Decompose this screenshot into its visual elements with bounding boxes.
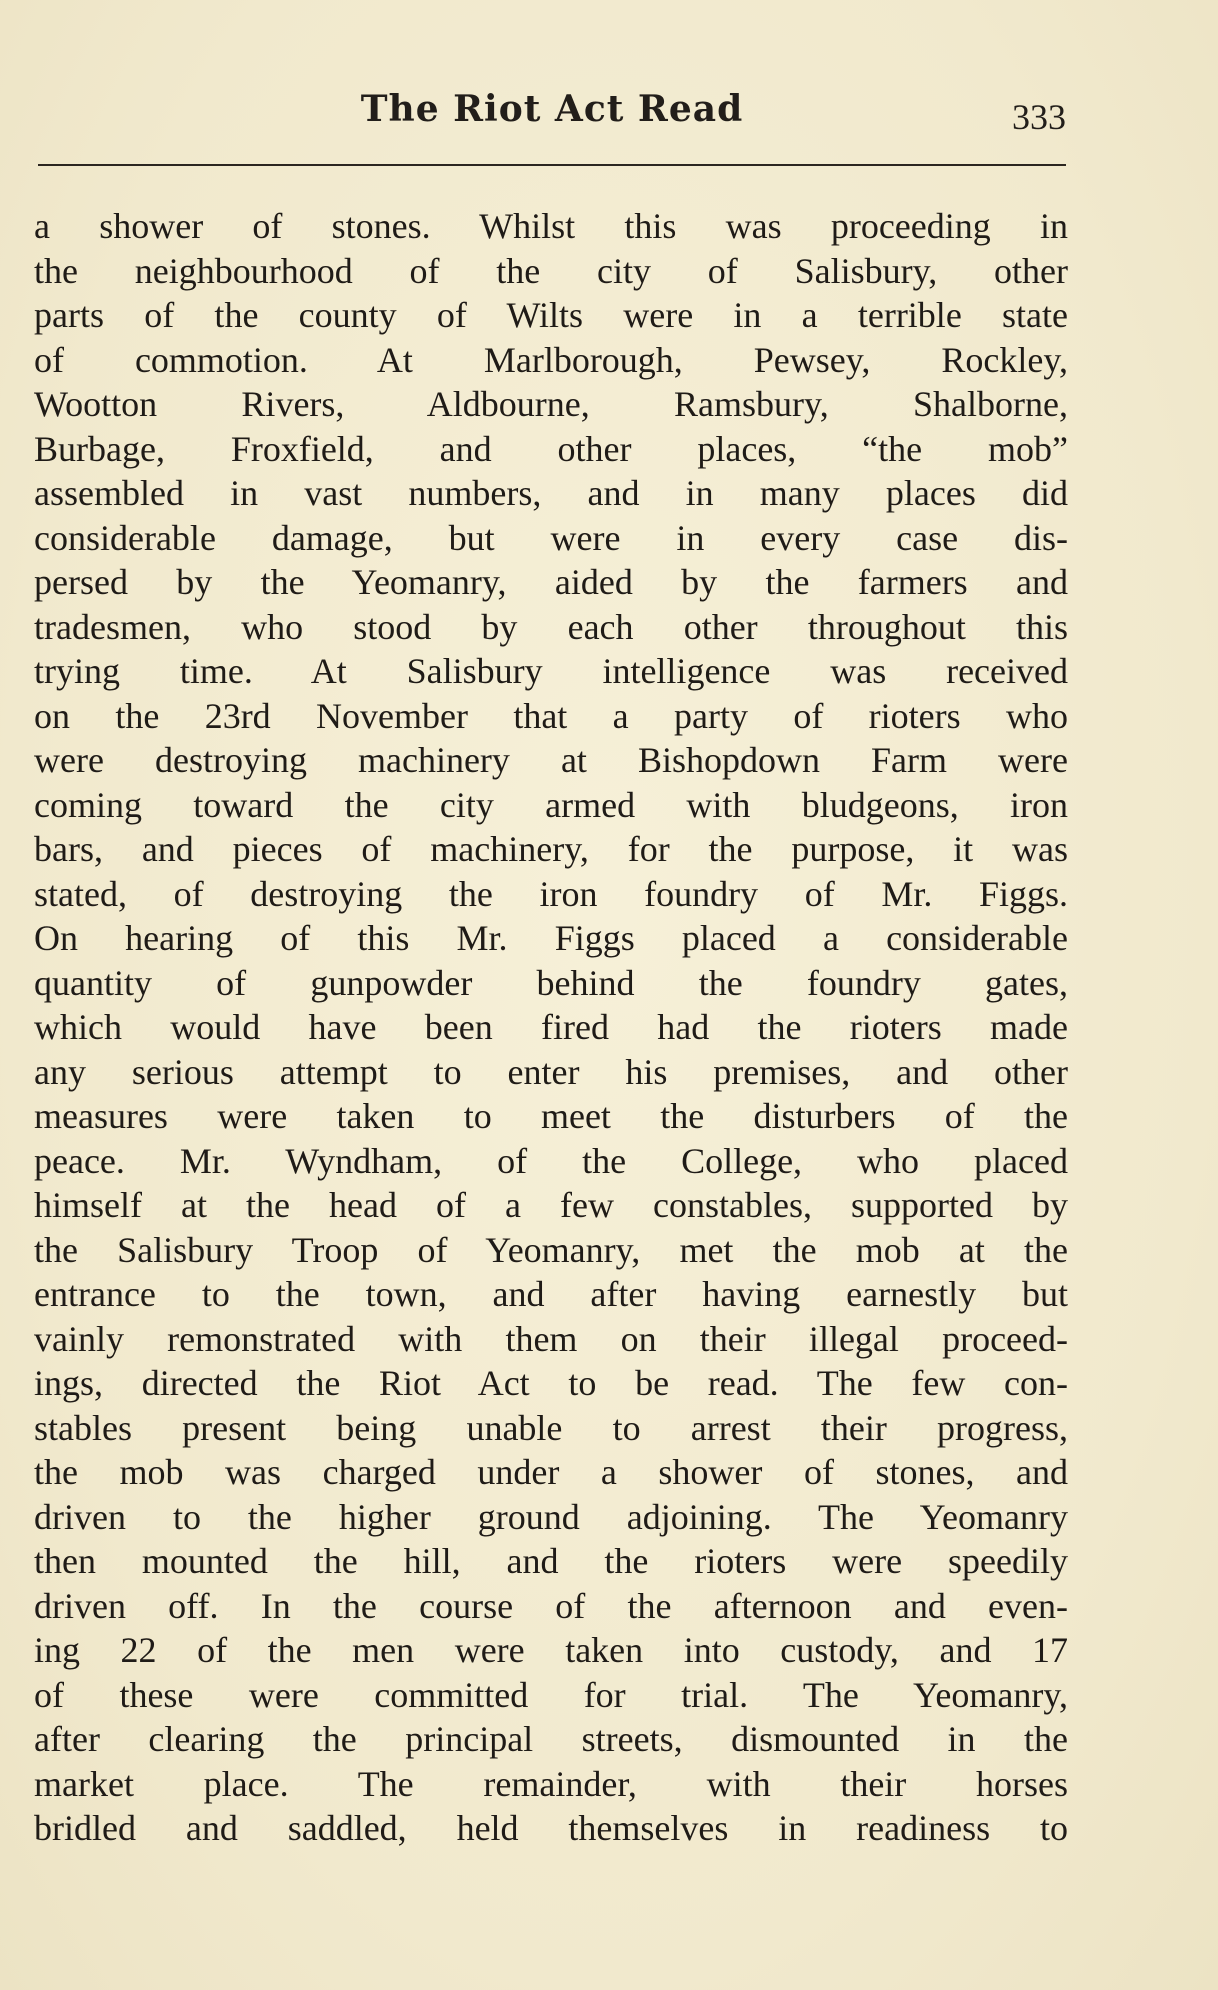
running-head: The Riot Act Read: [360, 88, 744, 130]
text-line: were destroying machinery at Bishopdown Farm were: [34, 740, 1068, 780]
text-line: peace. Mr. Wyndham, of the College, who placed: [34, 1140, 1068, 1181]
text-line: the mob was charged under a shower of stones, and: [34, 1452, 1068, 1492]
text-line: On hearing of this Mr. Figgs placed a considerable: [34, 918, 1068, 958]
text-line: driven to the higher ground adjoining. The Yeomanry: [34, 1496, 1068, 1537]
text-line: trying time. At Salisbury intelligence was received: [34, 651, 1068, 691]
text-line: tradesmen, who stood by each other throughout this: [34, 606, 1068, 647]
text-line: any serious attempt to enter his premises, and other: [34, 1051, 1068, 1092]
text-line: persed by the Yeomanry, aided by the farmers and: [34, 562, 1068, 602]
text-line: then mounted the hill, and the rioters were speedily: [34, 1541, 1068, 1581]
text-line: on the 23rd November that a party of rioters who: [34, 695, 1068, 736]
header-rule: [38, 164, 1066, 166]
text-line: quantity of gunpowder behind the foundry gates,: [34, 962, 1068, 1003]
text-line: ing 22 of the men were taken into custody, and 17: [34, 1630, 1068, 1670]
text-line: bars, and pieces of machinery, for the purpose, it was: [34, 829, 1068, 869]
page-number: 333: [1012, 97, 1066, 137]
text-line: ings, directed the Riot Act to be read. The few con-: [34, 1363, 1068, 1403]
text-line: assembled in vast numbers, and in many places did: [34, 473, 1068, 513]
text-line: stated, of destroying the iron foundry of Mr. Figgs.: [34, 873, 1068, 914]
text-line: himself at the head of a few constables, supported by: [34, 1185, 1068, 1225]
text-line: of commotion. At Marlborough, Pewsey, Rockley,: [34, 339, 1068, 380]
text-line: Wootton Rivers, Aldbourne, Ramsbury, Shalborne,: [34, 384, 1068, 424]
text-line: after clearing the principal streets, dismounted in the: [34, 1719, 1068, 1759]
body-text: [34, 204, 1068, 1851]
text-line: parts of the county of Wilts were in a terrible state: [34, 295, 1068, 335]
text-line: of these were committed for trial. The Yeomanry,: [34, 1674, 1068, 1715]
text-line: which would have been fired had the rioters made: [34, 1007, 1068, 1047]
text-line: vainly remonstrated with them on their illegal proceed-: [34, 1318, 1068, 1359]
text-line: measures were taken to meet the disturbers of the: [34, 1096, 1068, 1136]
text-line: stables present being unable to arrest their progress,: [34, 1407, 1068, 1448]
text-line: Burbage, Froxfield, and other places, “the mob”: [34, 428, 1068, 469]
text-line: the neighbourhood of the city of Salisbury, other: [34, 250, 1068, 291]
text-line: considerable damage, but were in every case dis-: [34, 517, 1068, 558]
text-line: entrance to the town, and after having earnestly but: [34, 1274, 1068, 1314]
text-line: market place. The remainder, with their horses: [34, 1763, 1068, 1804]
text-line: a shower of stones. Whilst this was proceeding in: [34, 206, 1068, 246]
text-line: driven off. In the course of the afternoon and even-: [34, 1585, 1068, 1626]
text-line: bridled and saddled, held themselves in readiness to: [34, 1808, 1068, 1848]
page-header: [38, 88, 1066, 148]
text-line: the Salisbury Troop of Yeomanry, met the mob at the: [34, 1229, 1068, 1270]
text-line: coming toward the city armed with bludgeons, iron: [34, 784, 1068, 825]
